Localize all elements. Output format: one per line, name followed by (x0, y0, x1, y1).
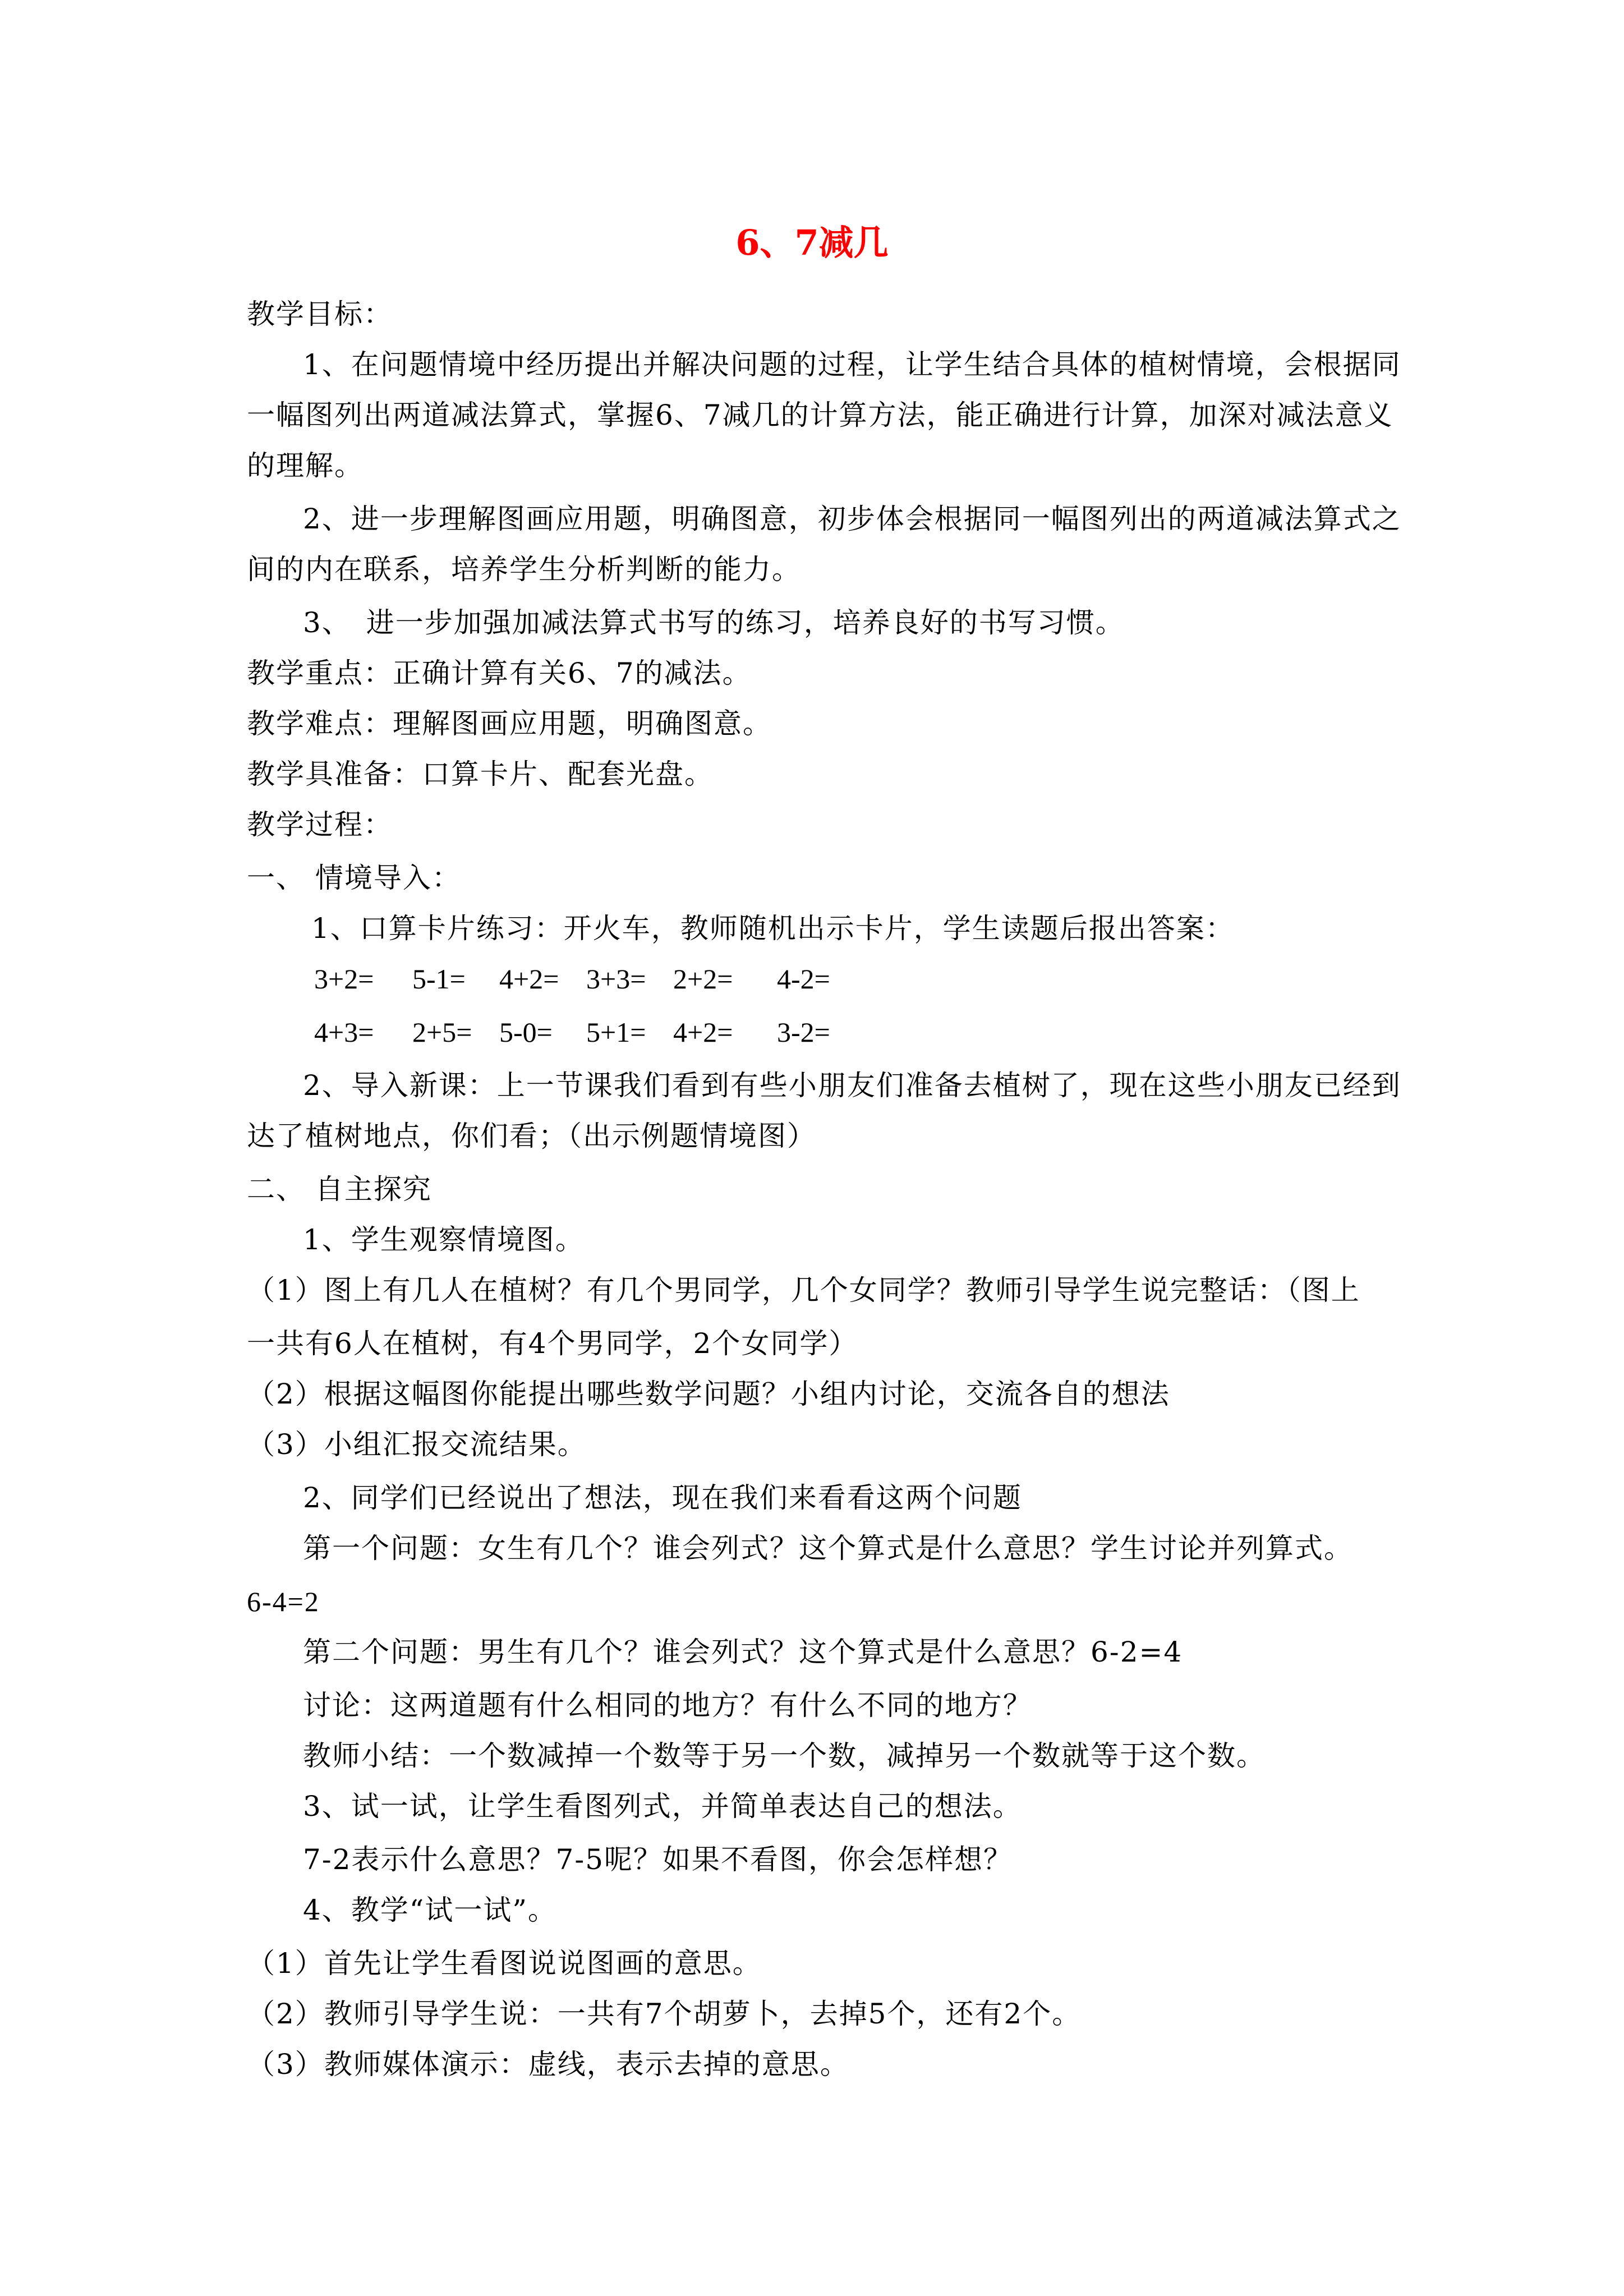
section-heading-explore: 二、 自主探究 (247, 1173, 432, 1205)
paragraph-line: （1）图上有几人在植树？有几个男同学，几个女同学？教师引导学生说完整话：（图上 (247, 1274, 1360, 1306)
paragraph-line: 2、进一步理解图画应用题，明确图意，初步体会根据同一幅图列出的两道减法算式之 (303, 503, 1401, 535)
paragraph-line: 达了植树地点，你们看；（出示例题情境图） (247, 1120, 816, 1152)
math-expression: 3+3= (586, 963, 646, 995)
paragraph-line: 教师小结：一个数减掉一个数等于另一个数，减掉另一个数就等于这个数。 (303, 1740, 1266, 1772)
difficulty-line: 教学难点：理解图画应用题，明确图意。 (247, 707, 772, 740)
math-expression: 5+1= (586, 1016, 646, 1048)
paragraph-line: 3、试一试，让学生看图列式，并简单表达自己的想法。 (303, 1790, 1022, 1823)
section-heading-objectives: 教学目标： (247, 298, 393, 330)
paragraph-line: 4、教学“试一试”。 (303, 1894, 557, 1926)
math-expression: 2+2= (673, 963, 733, 995)
math-expression: 3+2= (314, 963, 374, 995)
paragraph-line: 7-2表示什么意思？7-5呢？如果不看图，你会怎样想？ (303, 1843, 1013, 1876)
paragraph-line: 1、口算卡片练习：开火车，教师随机出示卡片，学生读题后报出答案： (311, 912, 1235, 945)
oral-math-row-1 (0, 956, 1624, 1001)
math-expression: 5-0= (499, 1016, 553, 1048)
math-expression: 4+3= (314, 1016, 374, 1048)
oral-math-row-2 (0, 1010, 1624, 1055)
key-point-line: 教学重点：正确计算有关6、7的减法。 (247, 657, 752, 689)
paragraph-line: （3）小组汇报交流结果。 (247, 1428, 587, 1461)
math-expression: 3-2= (777, 1016, 830, 1048)
paragraph-line: 2、导入新课：上一节课我们看到有些小朋友们准备去植树了，现在这些小朋友已经到 (303, 1069, 1401, 1102)
paragraph-line: （1）首先让学生看图说说图画的意思。 (247, 1947, 762, 1980)
paragraph-line: （2）根据这幅图你能提出哪些数学问题？小组内讨论，交流各自的想法 (247, 1378, 1170, 1410)
paragraph-line: 1、学生观察情境图。 (303, 1223, 585, 1256)
paragraph-line: 1、在问题情境中经历提出并解决问题的过程，让学生结合具体的植树情境，会根据同 (303, 348, 1401, 381)
paragraph-line: 第二个问题：男生有几个？谁会列式？这个算式是什么意思？6-2=4 (303, 1636, 1183, 1668)
paragraph-line: （2）教师引导学生说：一共有7个胡萝卜，去掉5个，还有2个。 (247, 1998, 1082, 2030)
math-expression: 5-1= (412, 963, 466, 995)
section-heading-intro: 一、 情境导入： (247, 862, 461, 894)
paragraph-line: 一共有6人在植树，有4个男同学，2个女同学） (247, 1327, 858, 1360)
paragraph-line: 一幅图列出两道减法算式，掌握6、7减几的计算方法，能正确进行计算，加深对减法意义 (247, 399, 1393, 431)
paragraph-line: （3）教师媒体演示：虚线，表示去掉的意思。 (247, 2048, 849, 2081)
math-expression: 4+2= (673, 1016, 733, 1048)
equation-line: 6-4=2 (247, 1586, 320, 1617)
math-expression: 2+5= (412, 1016, 472, 1048)
math-expression: 4-2= (777, 963, 830, 995)
paragraph-line: 间的内在联系，培养学生分析判断的能力。 (247, 553, 801, 586)
materials-line: 教学具准备：口算卡片、配套光盘。 (247, 758, 714, 790)
paragraph-line: 3、 进一步加强加减法算式书写的练习，培养良好的书写习惯。 (303, 606, 1125, 639)
paragraph-line: 讨论：这两道题有什么相同的地方？有什么不同的地方？ (303, 1689, 1032, 1722)
math-expression: 4+2= (499, 963, 559, 995)
paragraph-line: 2、同学们已经说出了想法，现在我们来看看这两个问题 (303, 1481, 1022, 1514)
paragraph-line: 第一个问题：女生有几个？谁会列式？这个算式是什么意思？学生讨论并列算式。 (303, 1532, 1353, 1565)
section-heading-process: 教学过程： (247, 808, 393, 841)
paragraph-line: 的理解。 (247, 449, 364, 482)
page-title: 6、7减几 (735, 222, 889, 263)
